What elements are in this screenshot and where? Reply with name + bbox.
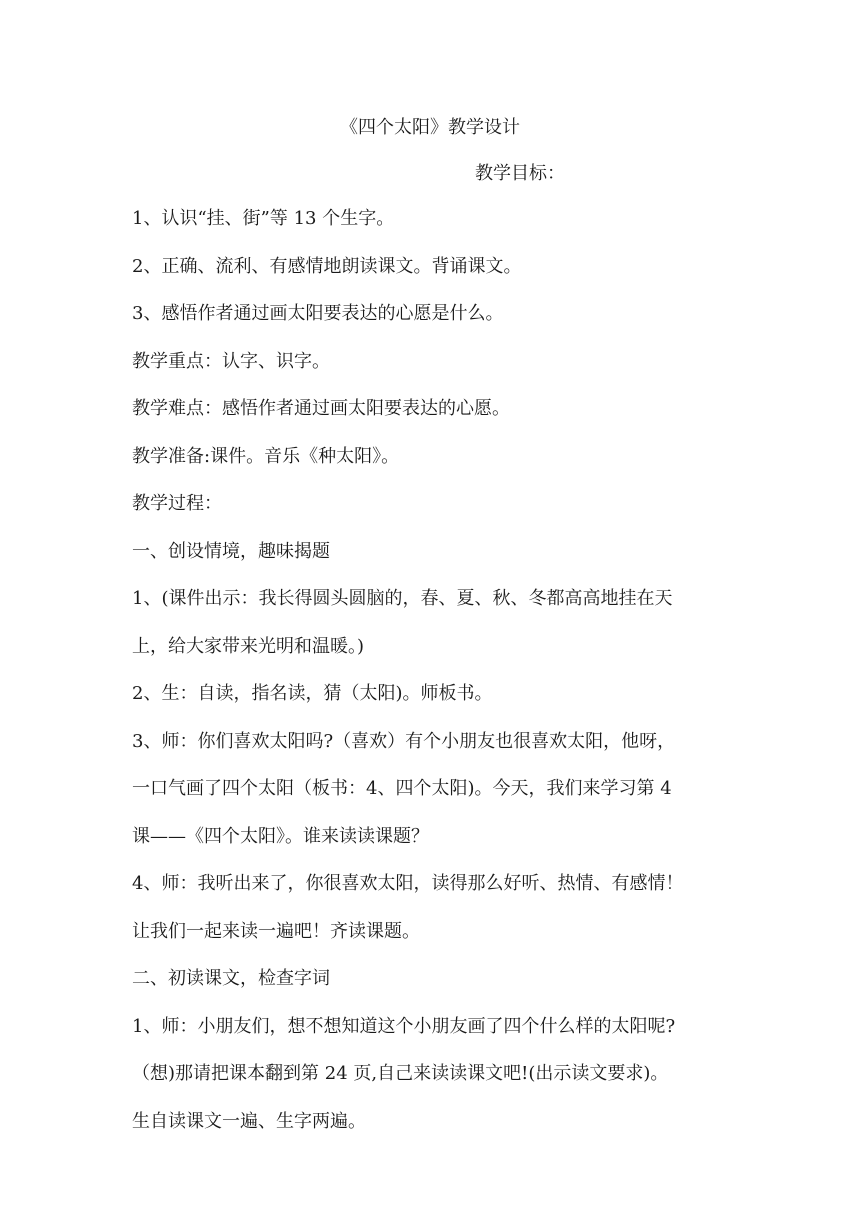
text-line: 二、初读课文，检查字词: [132, 968, 330, 989]
paragraph: [132, 302, 732, 326]
document-title: 《四个太阳》教学设计: [340, 117, 520, 138]
text-line: 让我们一起来读一遍吧！齐读课题。: [132, 920, 420, 942]
text-line: 一、创设情境，趣味揭题: [132, 540, 330, 562]
paragraph: [132, 872, 732, 944]
paragraph: [132, 730, 732, 849]
paragraph: [132, 207, 732, 231]
text-line: 上，给大家带来光明和温暖。): [132, 635, 365, 657]
text-line: 1、师：小朋友们，想不想知道这个小朋友画了四个什么样的太阳呢?: [132, 1015, 676, 1037]
text-line: 教学过程：: [132, 493, 222, 514]
paragraph: [132, 967, 732, 991]
text-line: 3、师：你们喜欢太阳吗?（喜欢）有个小朋友也很喜欢太阳，他呀，: [132, 730, 676, 752]
text-line: 生自读课文一遍、生字两遍。: [132, 1110, 366, 1132]
paragraph: [132, 492, 732, 516]
text-line: 4、师：我听出来了，你很喜欢太阳，读得那么好听、热情、有感情！: [132, 873, 684, 894]
text-line: 1、(课件出示：我长得圆头圆脑的，春、夏、秋、冬都高高地挂在天: [132, 588, 673, 609]
paragraph: [132, 255, 732, 279]
text-line: 1、认识“挂、街”等 13 个生字。: [132, 208, 395, 229]
paragraph: [132, 445, 732, 469]
text-line: 教学重点：认字、识字。: [132, 350, 330, 372]
text-line: 教学准备:课件。音乐《种太阳》。: [132, 445, 400, 467]
text-line: （想)那请把课本翻到第 24 页,自己来读读课文吧!(出示读文要求)。: [132, 1063, 669, 1084]
text-line: 一口气画了四个太阳（板书：4、四个太阳)。今天，我们来学习第 4: [132, 778, 672, 799]
text-line: 教学难点：感悟作者通过画太阳要表达的心愿。: [132, 398, 510, 419]
paragraph: [132, 682, 732, 706]
paragraph: [132, 350, 732, 374]
paragraph: [132, 540, 732, 564]
document-body: [132, 207, 732, 1157]
text-line: 课——《四个太阳》。谁来读读课题？: [132, 825, 429, 847]
paragraph: [132, 587, 732, 659]
objectives-heading: 教学目标：: [475, 163, 565, 184]
text-line: 2、正确、流利、有感情地朗读课文。背诵课文。: [132, 255, 522, 277]
text-line: 2、生：自读，指名读，猜（太阳)。师板书。: [132, 683, 493, 704]
paragraph: [132, 397, 732, 421]
paragraph: [132, 1015, 732, 1134]
text-line: 3、感悟作者通过画太阳要表达的心愿是什么。: [132, 303, 504, 324]
